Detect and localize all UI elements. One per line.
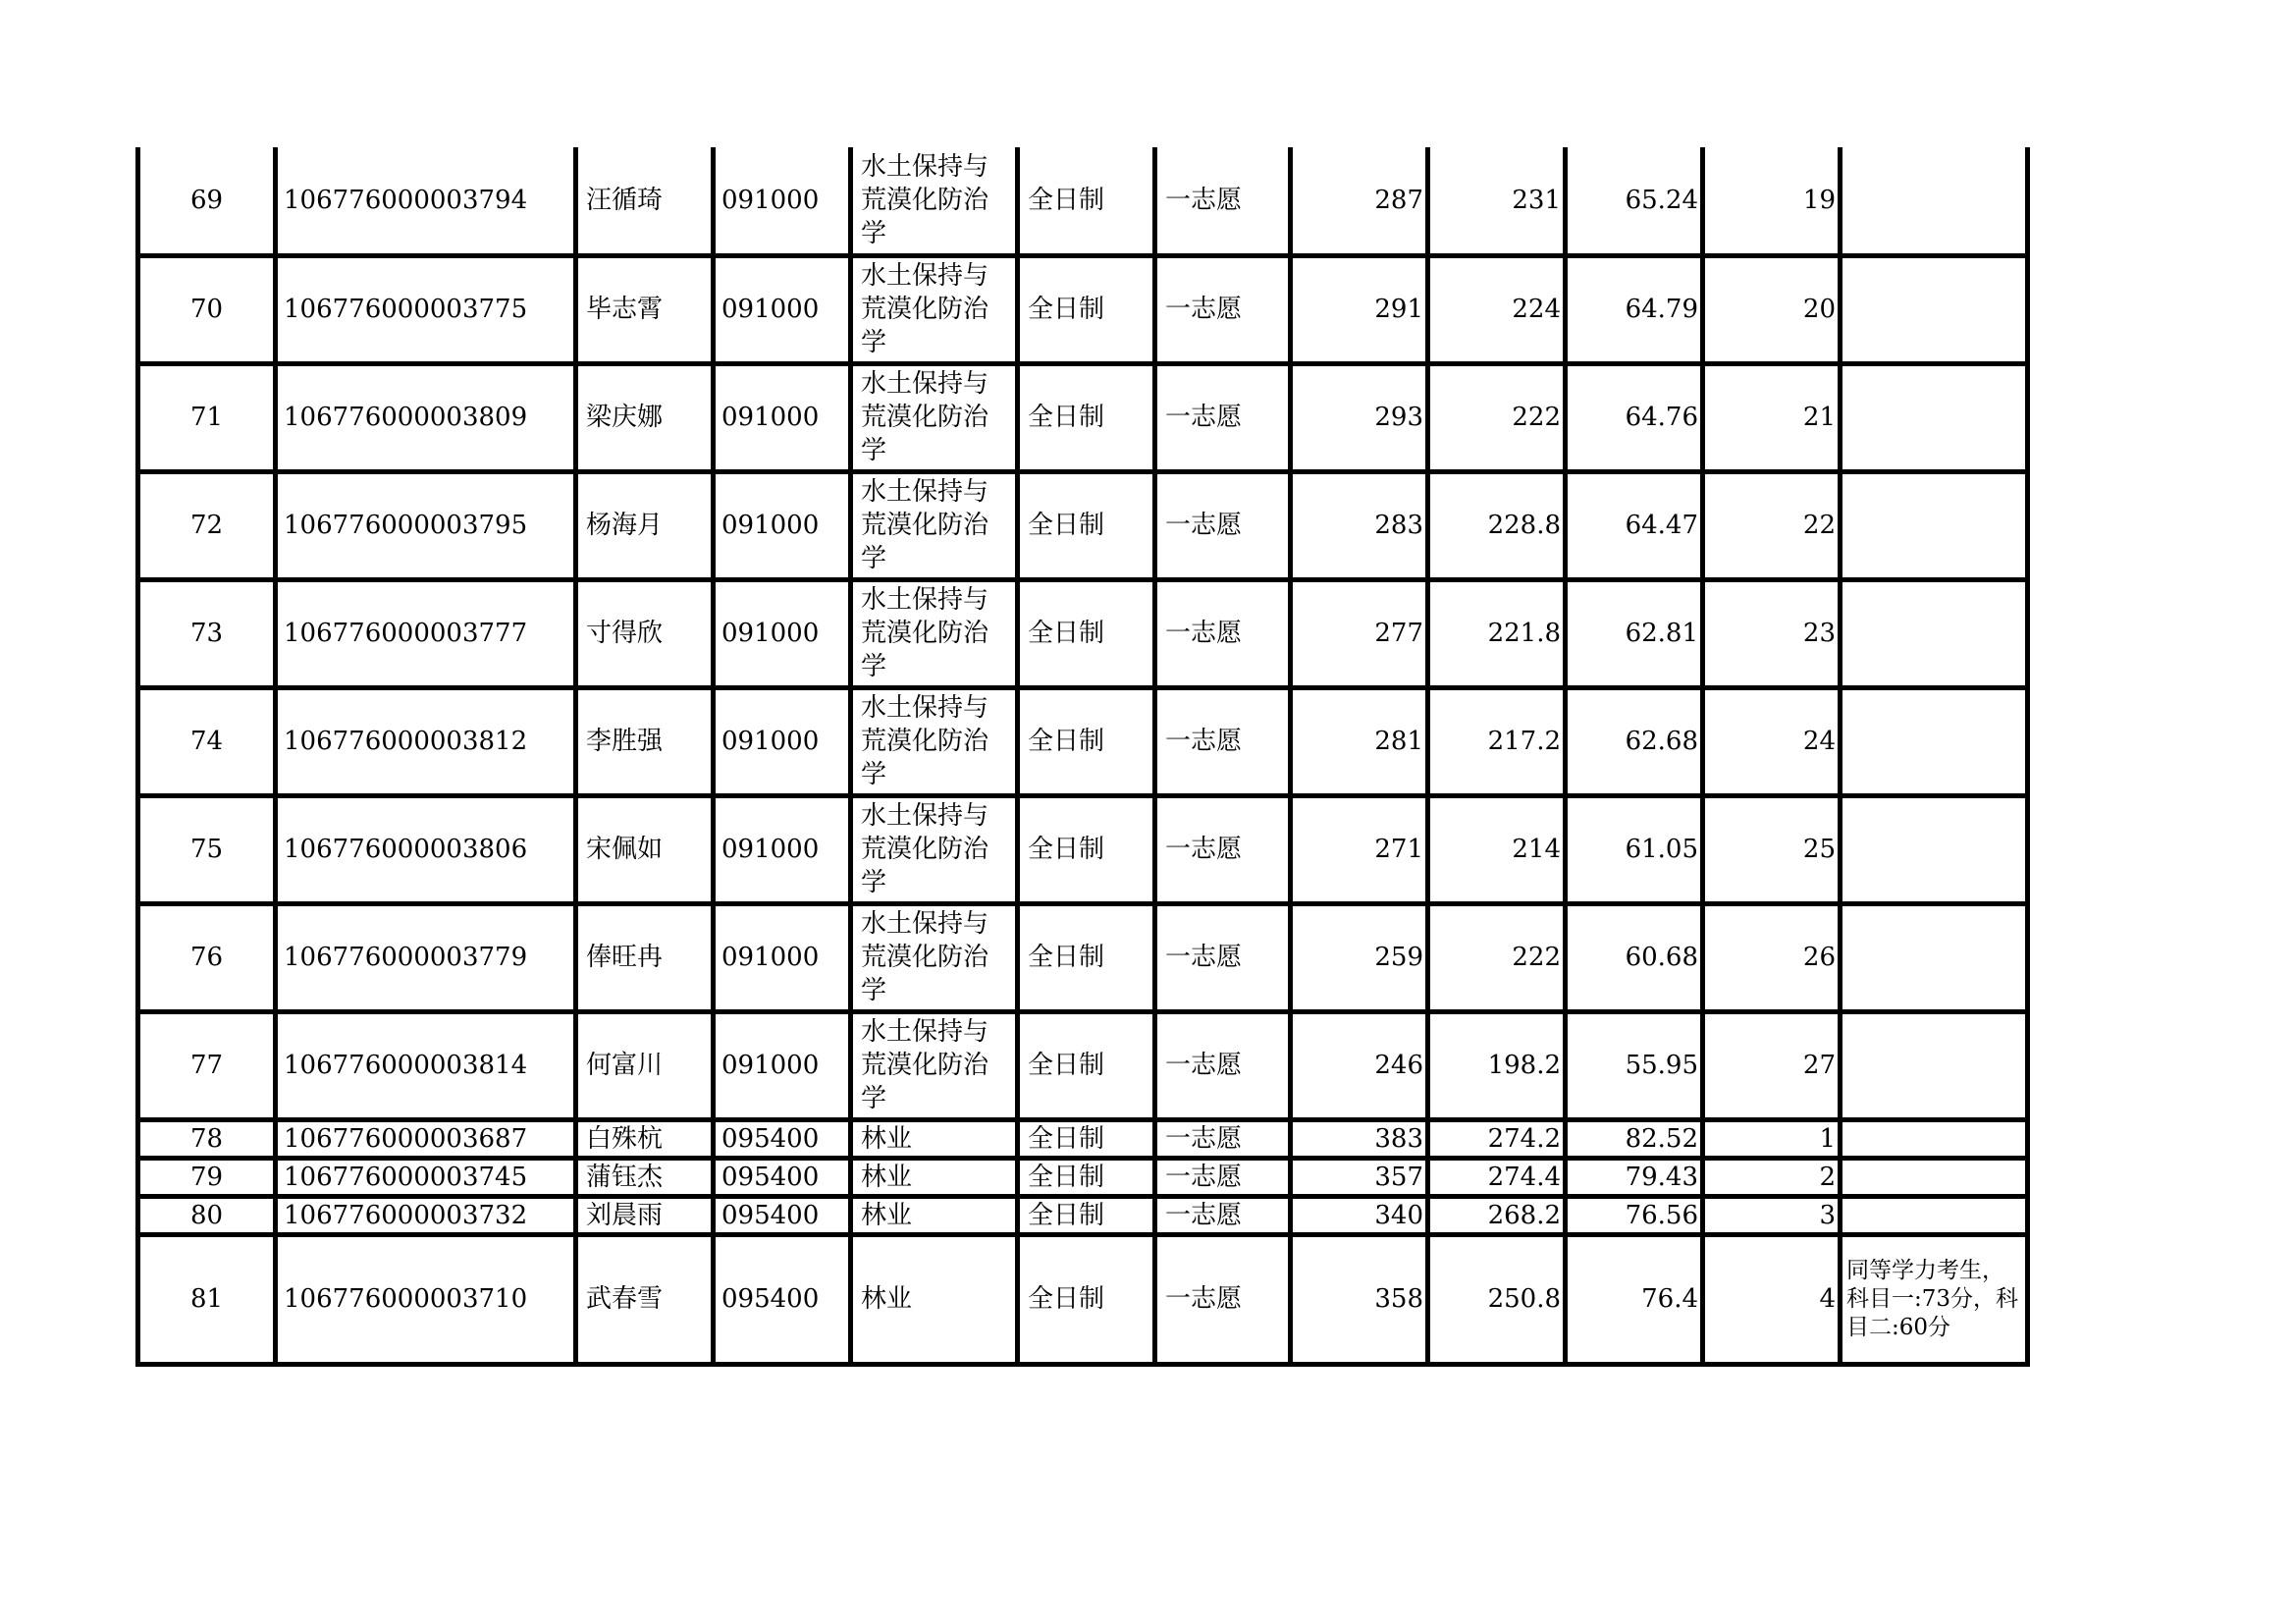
candidate-name-cell: 宋佩如 bbox=[576, 795, 714, 903]
preliminary-score-cell: 291 bbox=[1291, 255, 1428, 363]
application-choice-cell: 一志愿 bbox=[1155, 1234, 1291, 1364]
preliminary-score-cell: 340 bbox=[1291, 1196, 1428, 1234]
major-name: 水土保持与荒漠化防治学 bbox=[861, 693, 989, 789]
table-row bbox=[138, 579, 2028, 687]
study-mode-cell: 全日制 bbox=[1018, 579, 1155, 687]
rank-cell: 19 bbox=[1703, 147, 1841, 255]
study-mode-cell: 全日制 bbox=[1018, 147, 1155, 255]
rank-cell: 1 bbox=[1703, 1119, 1841, 1158]
candidate-name-cell: 何富川 bbox=[576, 1011, 714, 1119]
preliminary-score-cell: 259 bbox=[1291, 903, 1428, 1011]
major-code-cell: 095400 bbox=[714, 1158, 851, 1196]
retest-score-cell: 217.2 bbox=[1428, 687, 1566, 795]
study-mode-cell: 全日制 bbox=[1018, 363, 1155, 471]
total-score-cell: 62.81 bbox=[1566, 579, 1703, 687]
exam-id-cell: 106776000003775 bbox=[276, 255, 576, 363]
major-code-cell: 091000 bbox=[714, 255, 851, 363]
rank-cell: 2 bbox=[1703, 1158, 1841, 1196]
major-code-cell: 091000 bbox=[714, 1011, 851, 1119]
row-number-cell: 80 bbox=[138, 1196, 276, 1234]
remarks-cell bbox=[1841, 147, 2028, 255]
major-code-cell: 091000 bbox=[714, 579, 851, 687]
rank-cell: 27 bbox=[1703, 1011, 1841, 1119]
application-choice-cell: 一志愿 bbox=[1155, 903, 1291, 1011]
study-mode-cell: 全日制 bbox=[1018, 1011, 1155, 1119]
rank-cell: 4 bbox=[1703, 1234, 1841, 1364]
retest-score-cell: 274.4 bbox=[1428, 1158, 1566, 1196]
major-code-cell: 091000 bbox=[714, 363, 851, 471]
table-row bbox=[138, 147, 2028, 255]
rank-cell: 25 bbox=[1703, 795, 1841, 903]
study-mode-cell: 全日制 bbox=[1018, 471, 1155, 579]
major-name: 水土保持与荒漠化防治学 bbox=[861, 585, 989, 681]
candidate-name-cell: 刘晨雨 bbox=[576, 1196, 714, 1234]
major-code-cell: 095400 bbox=[714, 1196, 851, 1234]
retest-score-cell: 222 bbox=[1428, 363, 1566, 471]
major-code-cell: 091000 bbox=[714, 147, 851, 255]
row-number-cell: 74 bbox=[138, 687, 276, 795]
row-number-cell: 75 bbox=[138, 795, 276, 903]
application-choice-cell: 一志愿 bbox=[1155, 795, 1291, 903]
total-score-cell: 64.79 bbox=[1566, 255, 1703, 363]
preliminary-score-cell: 271 bbox=[1291, 795, 1428, 903]
remarks-cell bbox=[1841, 1196, 2028, 1234]
total-score-cell: 82.52 bbox=[1566, 1119, 1703, 1158]
table-row bbox=[138, 471, 2028, 579]
rank-cell: 24 bbox=[1703, 687, 1841, 795]
major-name: 水土保持与荒漠化防治学 bbox=[861, 477, 989, 573]
preliminary-score-cell: 357 bbox=[1291, 1158, 1428, 1196]
preliminary-score-cell: 277 bbox=[1291, 579, 1428, 687]
row-number-cell: 72 bbox=[138, 471, 276, 579]
major-name: 水土保持与荒漠化防治学 bbox=[861, 151, 989, 248]
table-row bbox=[138, 255, 2028, 363]
application-choice-cell: 一志愿 bbox=[1155, 147, 1291, 255]
candidate-name-cell: 蒲钰杰 bbox=[576, 1158, 714, 1196]
major-name-cell bbox=[851, 363, 1018, 471]
total-score-cell: 79.43 bbox=[1566, 1158, 1703, 1196]
application-choice-cell: 一志愿 bbox=[1155, 687, 1291, 795]
total-score-cell: 76.56 bbox=[1566, 1196, 1703, 1234]
candidate-name-cell: 杨海月 bbox=[576, 471, 714, 579]
row-number-cell: 81 bbox=[138, 1234, 276, 1364]
table-row bbox=[138, 1158, 2028, 1196]
retest-score-cell: 231 bbox=[1428, 147, 1566, 255]
table-row bbox=[138, 687, 2028, 795]
remarks-cell bbox=[1841, 471, 2028, 579]
major-code-cell: 091000 bbox=[714, 687, 851, 795]
preliminary-score-cell: 246 bbox=[1291, 1011, 1428, 1119]
retest-score-cell: 214 bbox=[1428, 795, 1566, 903]
total-score-cell: 76.4 bbox=[1566, 1234, 1703, 1364]
application-choice-cell: 一志愿 bbox=[1155, 579, 1291, 687]
row-number-cell: 77 bbox=[138, 1011, 276, 1119]
retest-score-cell: 224 bbox=[1428, 255, 1566, 363]
major-name-cell bbox=[851, 255, 1018, 363]
exam-id-cell: 106776000003814 bbox=[276, 1011, 576, 1119]
retest-score-cell: 274.2 bbox=[1428, 1119, 1566, 1158]
rank-cell: 3 bbox=[1703, 1196, 1841, 1234]
major-name-cell bbox=[851, 1119, 1018, 1158]
retest-score-cell: 221.8 bbox=[1428, 579, 1566, 687]
retest-score-cell: 250.8 bbox=[1428, 1234, 1566, 1364]
preliminary-score-cell: 358 bbox=[1291, 1234, 1428, 1364]
study-mode-cell: 全日制 bbox=[1018, 1119, 1155, 1158]
major-name: 水土保持与荒漠化防治学 bbox=[861, 261, 989, 357]
total-score-cell: 64.47 bbox=[1566, 471, 1703, 579]
application-choice-cell: 一志愿 bbox=[1155, 1196, 1291, 1234]
remarks-cell bbox=[1841, 1158, 2028, 1196]
candidate-name-cell: 汪循琦 bbox=[576, 147, 714, 255]
major-name: 林业 bbox=[861, 1123, 913, 1154]
candidate-name-cell: 寸得欣 bbox=[576, 579, 714, 687]
major-name-cell bbox=[851, 147, 1018, 255]
major-name: 林业 bbox=[861, 1162, 913, 1192]
remarks-cell bbox=[1841, 795, 2028, 903]
row-number-cell: 73 bbox=[138, 579, 276, 687]
retest-score-cell: 222 bbox=[1428, 903, 1566, 1011]
major-code-cell: 095400 bbox=[714, 1119, 851, 1158]
major-name: 水土保持与荒漠化防治学 bbox=[861, 909, 989, 1005]
remarks-cell bbox=[1841, 1234, 2028, 1364]
exam-id-cell: 106776000003687 bbox=[276, 1119, 576, 1158]
preliminary-score-cell: 283 bbox=[1291, 471, 1428, 579]
candidate-name-cell: 白殊杭 bbox=[576, 1119, 714, 1158]
total-score-cell: 55.95 bbox=[1566, 1011, 1703, 1119]
remarks: 同等学力考生，科目一:73分，科目二:60分 bbox=[1846, 1257, 2019, 1340]
exam-id-cell: 106776000003795 bbox=[276, 471, 576, 579]
table-row bbox=[138, 903, 2028, 1011]
remarks-cell bbox=[1841, 363, 2028, 471]
exam-id-cell: 106776000003806 bbox=[276, 795, 576, 903]
score-table-body bbox=[138, 147, 2028, 1364]
table-row bbox=[138, 363, 2028, 471]
retest-score-cell: 268.2 bbox=[1428, 1196, 1566, 1234]
major-code-cell: 095400 bbox=[714, 1234, 851, 1364]
major-name: 水土保持与荒漠化防治学 bbox=[861, 801, 989, 897]
exam-id-cell: 106776000003745 bbox=[276, 1158, 576, 1196]
candidate-name-cell: 武春雪 bbox=[576, 1234, 714, 1364]
remarks-cell bbox=[1841, 903, 2028, 1011]
major-name-cell bbox=[851, 1011, 1018, 1119]
exam-id-cell: 106776000003794 bbox=[276, 147, 576, 255]
application-choice-cell: 一志愿 bbox=[1155, 1119, 1291, 1158]
table-row bbox=[138, 1011, 2028, 1119]
application-choice-cell: 一志愿 bbox=[1155, 1158, 1291, 1196]
exam-id-cell: 106776000003732 bbox=[276, 1196, 576, 1234]
study-mode-cell: 全日制 bbox=[1018, 903, 1155, 1011]
exam-id-cell: 106776000003779 bbox=[276, 903, 576, 1011]
row-number-cell: 78 bbox=[138, 1119, 276, 1158]
candidate-name-cell: 俸旺冉 bbox=[576, 903, 714, 1011]
major-name-cell bbox=[851, 795, 1018, 903]
total-score-cell: 62.68 bbox=[1566, 687, 1703, 795]
total-score-cell: 61.05 bbox=[1566, 795, 1703, 903]
study-mode-cell: 全日制 bbox=[1018, 1196, 1155, 1234]
total-score-cell: 64.76 bbox=[1566, 363, 1703, 471]
exam-id-cell: 106776000003710 bbox=[276, 1234, 576, 1364]
remarks-cell bbox=[1841, 255, 2028, 363]
rank-cell: 26 bbox=[1703, 903, 1841, 1011]
candidate-name-cell: 李胜强 bbox=[576, 687, 714, 795]
remarks-cell bbox=[1841, 579, 2028, 687]
major-name-cell bbox=[851, 1234, 1018, 1364]
total-score-cell: 65.24 bbox=[1566, 147, 1703, 255]
preliminary-score-cell: 287 bbox=[1291, 147, 1428, 255]
table-row bbox=[138, 1234, 2028, 1364]
major-name: 水土保持与荒漠化防治学 bbox=[861, 369, 989, 465]
table-row bbox=[138, 1119, 2028, 1158]
major-name-cell bbox=[851, 579, 1018, 687]
application-choice-cell: 一志愿 bbox=[1155, 255, 1291, 363]
major-name: 林业 bbox=[861, 1284, 913, 1314]
remarks-cell bbox=[1841, 687, 2028, 795]
row-number-cell: 70 bbox=[138, 255, 276, 363]
study-mode-cell: 全日制 bbox=[1018, 1234, 1155, 1364]
major-name-cell bbox=[851, 1196, 1018, 1234]
preliminary-score-cell: 281 bbox=[1291, 687, 1428, 795]
major-name: 林业 bbox=[861, 1200, 913, 1230]
exam-id-cell: 106776000003777 bbox=[276, 579, 576, 687]
application-choice-cell: 一志愿 bbox=[1155, 363, 1291, 471]
rank-cell: 20 bbox=[1703, 255, 1841, 363]
major-code-cell: 091000 bbox=[714, 471, 851, 579]
preliminary-score-cell: 293 bbox=[1291, 363, 1428, 471]
candidate-name-cell: 毕志霄 bbox=[576, 255, 714, 363]
preliminary-score-cell: 383 bbox=[1291, 1119, 1428, 1158]
major-name-cell bbox=[851, 903, 1018, 1011]
row-number-cell: 76 bbox=[138, 903, 276, 1011]
exam-id-cell: 106776000003812 bbox=[276, 687, 576, 795]
row-number-cell: 69 bbox=[138, 147, 276, 255]
table-row bbox=[138, 795, 2028, 903]
major-name: 水土保持与荒漠化防治学 bbox=[861, 1017, 989, 1113]
study-mode-cell: 全日制 bbox=[1018, 795, 1155, 903]
major-name-cell bbox=[851, 471, 1018, 579]
rank-cell: 23 bbox=[1703, 579, 1841, 687]
major-code-cell: 091000 bbox=[714, 795, 851, 903]
study-mode-cell: 全日制 bbox=[1018, 1158, 1155, 1196]
retest-score-cell: 198.2 bbox=[1428, 1011, 1566, 1119]
rank-cell: 22 bbox=[1703, 471, 1841, 579]
retest-score-cell: 228.8 bbox=[1428, 471, 1566, 579]
major-name-cell bbox=[851, 687, 1018, 795]
score-table bbox=[135, 147, 2030, 1367]
candidate-name-cell: 梁庆娜 bbox=[576, 363, 714, 471]
study-mode-cell: 全日制 bbox=[1018, 687, 1155, 795]
remarks-cell bbox=[1841, 1011, 2028, 1119]
application-choice-cell: 一志愿 bbox=[1155, 1011, 1291, 1119]
row-number-cell: 79 bbox=[138, 1158, 276, 1196]
row-number-cell: 71 bbox=[138, 363, 276, 471]
rank-cell: 21 bbox=[1703, 363, 1841, 471]
application-choice-cell: 一志愿 bbox=[1155, 471, 1291, 579]
remarks-cell bbox=[1841, 1119, 2028, 1158]
total-score-cell: 60.68 bbox=[1566, 903, 1703, 1011]
table-row bbox=[138, 1196, 2028, 1234]
major-name-cell bbox=[851, 1158, 1018, 1196]
study-mode-cell: 全日制 bbox=[1018, 255, 1155, 363]
exam-id-cell: 106776000003809 bbox=[276, 363, 576, 471]
major-code-cell: 091000 bbox=[714, 903, 851, 1011]
